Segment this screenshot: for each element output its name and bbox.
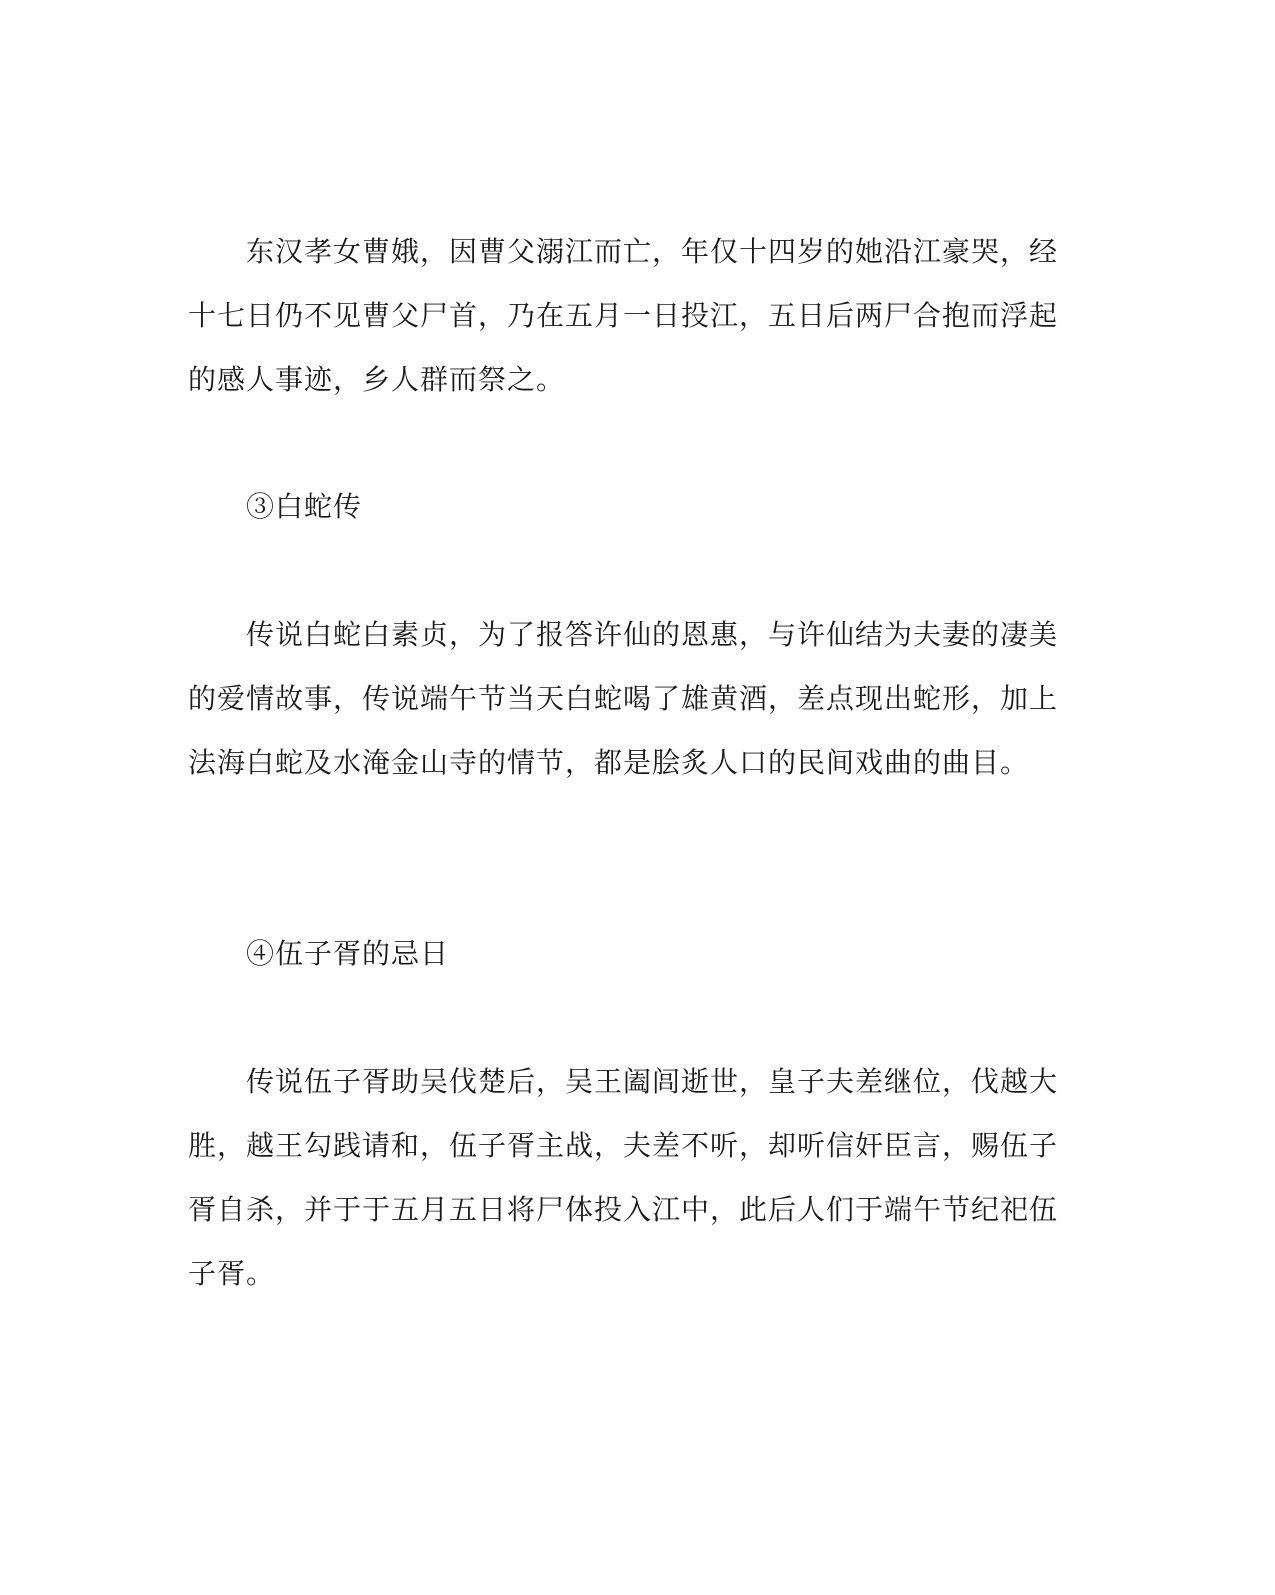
section-heading-wu-zixu: ④伍子胥的忌日 (246, 937, 450, 970)
paragraph-white-snake: 传说白蛇白素贞，为了报答许仙的恩惠，与许仙结为夫妻的凄美的爱情故事，传说端午节当天白蛇喝了雄黄酒，差点现出蛇形，加上法海白蛇及水淹金山寺的情节，都是脍炙人口的民间戏曲的曲目。 (188, 618, 1059, 779)
section-heading-white-snake: ③白蛇传 (246, 490, 363, 523)
paragraph-wu-zixu: 传说伍子胥助吴伐楚后，吴王阖闾逝世，皇子夫差继位，伐越大胜，越王勾践请和，伍子胥主战，夫差不听，却听信奸臣言，赐伍子胥自杀，并于于五月五日将尸体投入江中，此后人们于端午节纪祀伍子胥。 (188, 1065, 1059, 1290)
paragraph-cao-e: 东汉孝女曹娥，因曹父溺江而亡，年仅十四岁的她沿江豪哭，经十七日仍不见曹父尸首，乃在五月一日投江，五日后两尸合抱而浮起的感人事迹，乡人群而祭之。 (188, 235, 1059, 396)
